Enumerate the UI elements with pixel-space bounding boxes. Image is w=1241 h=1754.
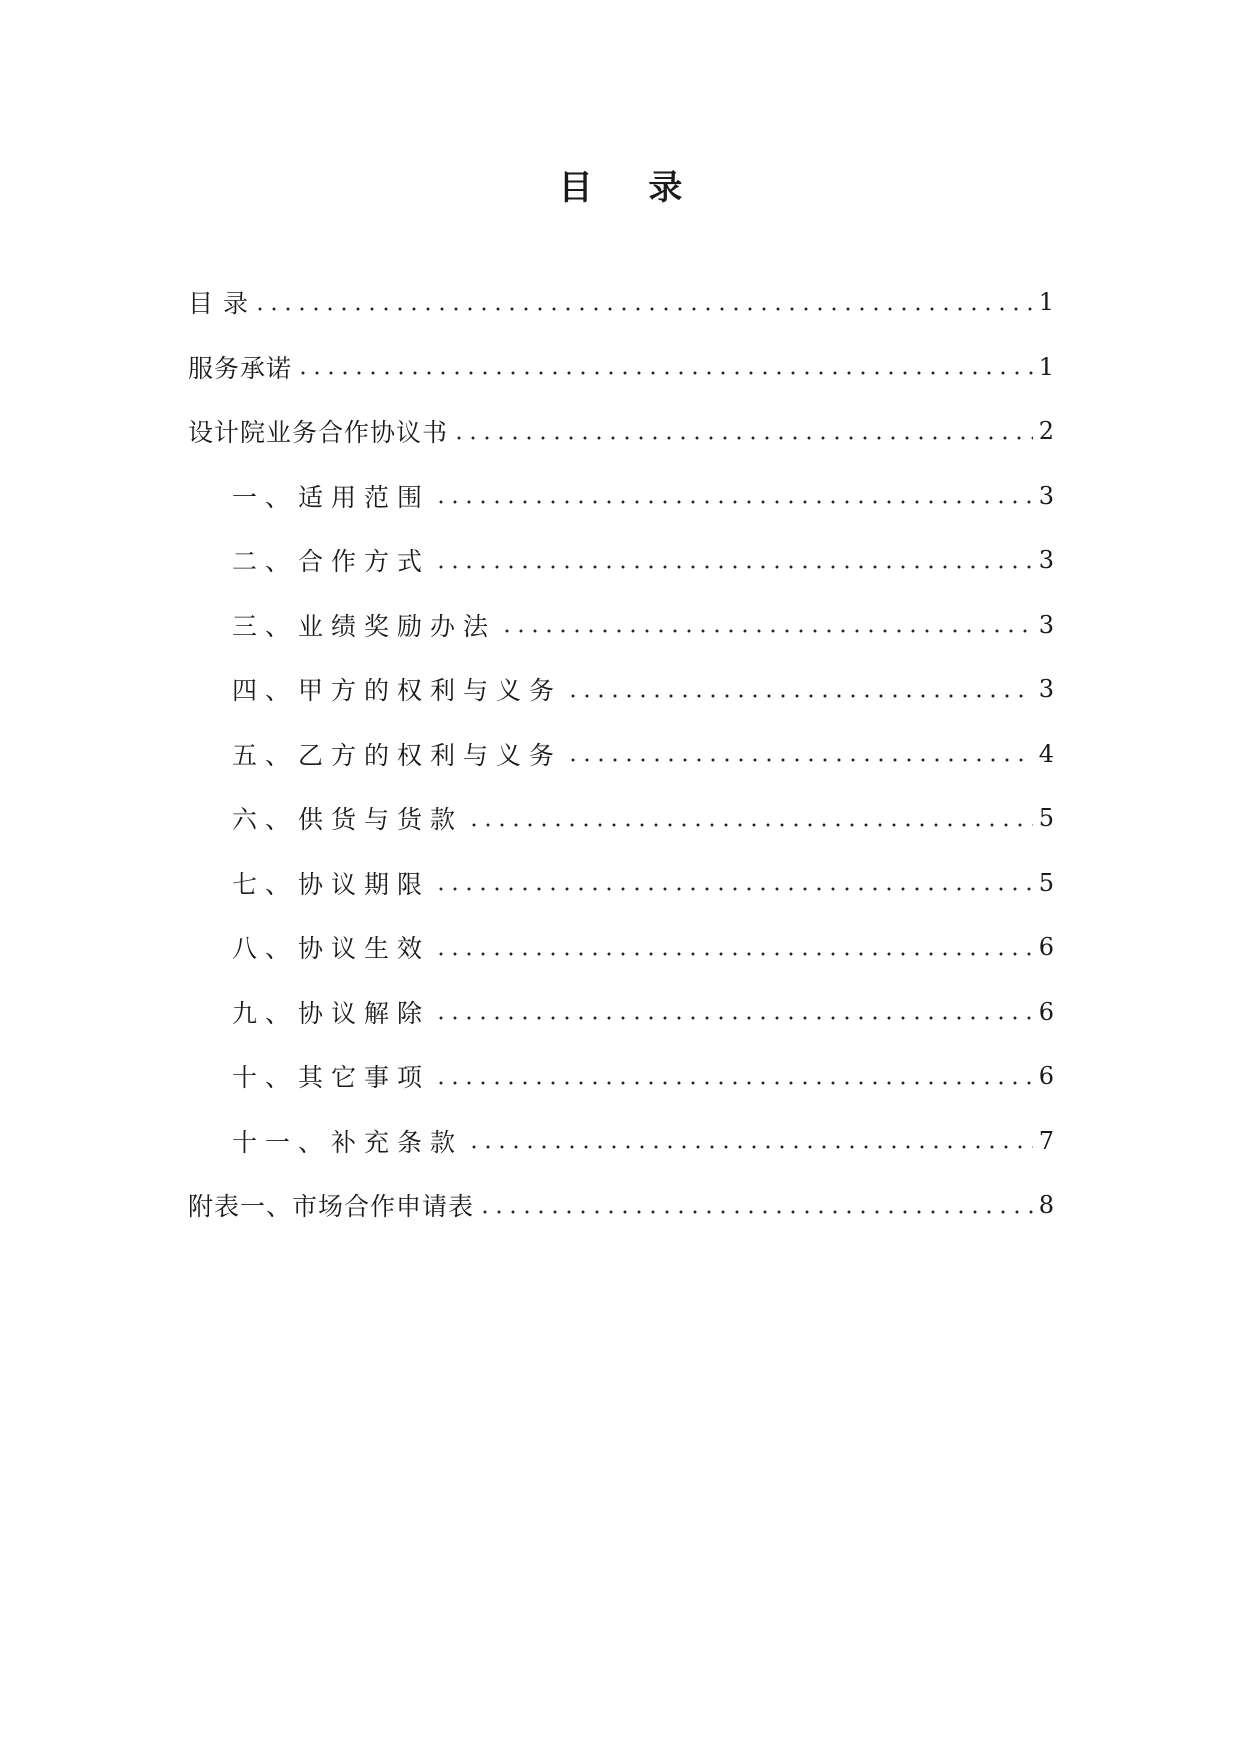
toc-entry-section-2[interactable] [188, 528, 1054, 593]
toc-entry-agreement[interactable] [188, 399, 1054, 464]
toc-entry-section-7[interactable] [188, 851, 1054, 916]
toc-leader-dots [434, 870, 1033, 895]
toc-leader-dots [434, 935, 1033, 960]
toc-entry-section-9[interactable] [188, 980, 1054, 1045]
toc-entry-service-commitment[interactable] [188, 335, 1054, 400]
toc-entry-page: 3 [1038, 675, 1054, 704]
toc-entry-page: 6 [1038, 997, 1054, 1026]
toc-entry-section-10[interactable] [188, 1044, 1054, 1109]
toc-entry-contents[interactable] [188, 270, 1054, 335]
toc-entry-page: 6 [1038, 1062, 1054, 1091]
toc-leader-dots [434, 548, 1033, 573]
toc-entry-label: 设计院业务合作协议书 [188, 418, 449, 448]
toc-leader-dots [467, 1128, 1033, 1153]
toc-leader-dots [566, 677, 1033, 702]
toc-entry-label: 七、协议期限 [232, 869, 431, 899]
toc-entry-label: 一、适用范围 [232, 482, 431, 512]
toc-entry-section-3[interactable] [188, 593, 1054, 658]
toc-leader-dots [467, 806, 1033, 831]
toc-entry-label: 四、甲方的权利与义务 [232, 676, 563, 706]
toc-entry-label: 九、协议解除 [232, 998, 431, 1028]
toc-entry-label: 十一、补充条款 [232, 1127, 464, 1157]
toc-entry-page: 3 [1038, 610, 1054, 639]
toc-leader-dots [566, 741, 1033, 766]
toc-entry-page: 1 [1038, 288, 1054, 317]
table-of-contents [188, 270, 1054, 1238]
toc-entry-section-11[interactable] [188, 1109, 1054, 1174]
toc-entry-label: 十、其它事项 [232, 1063, 431, 1093]
toc-entry-label: 目 录 [188, 289, 249, 319]
toc-entry-label: 六、供货与货款 [232, 805, 464, 835]
toc-entry-section-5[interactable] [188, 722, 1054, 787]
toc-entry-page: 3 [1038, 481, 1054, 510]
toc-entry-page: 4 [1038, 739, 1054, 768]
toc-leader-dots [452, 419, 1033, 444]
toc-entry-label: 八、协议生效 [232, 934, 431, 964]
toc-entry-label: 二、合作方式 [232, 547, 431, 577]
toc-entry-page: 5 [1038, 868, 1054, 897]
toc-entry-page: 8 [1038, 1191, 1054, 1220]
toc-leader-dots [434, 1064, 1033, 1089]
toc-entry-label: 三、业绩奖励办法 [232, 611, 497, 641]
toc-entry-page: 6 [1038, 933, 1054, 962]
toc-entry-label: 附表一、市场合作申请表 [188, 1192, 475, 1222]
toc-entry-page: 1 [1038, 352, 1054, 381]
toc-leader-dots [478, 1193, 1033, 1218]
toc-entry-page: 2 [1038, 417, 1054, 446]
toc-leader-dots [500, 612, 1033, 637]
toc-leader-dots [253, 290, 1033, 315]
toc-leader-dots [434, 483, 1033, 508]
toc-leader-dots [434, 999, 1033, 1024]
toc-entry-appendix-1[interactable] [188, 1173, 1054, 1238]
toc-entry-section-8[interactable] [188, 915, 1054, 980]
toc-entry-label: 五、乙方的权利与义务 [232, 740, 563, 770]
toc-entry-section-6[interactable] [188, 786, 1054, 851]
toc-entry-label: 服务承诺 [188, 353, 293, 383]
toc-entry-page: 5 [1038, 804, 1054, 833]
page-title: 目 录 [558, 168, 705, 208]
toc-entry-page: 3 [1038, 546, 1054, 575]
toc-entry-section-1[interactable] [188, 464, 1054, 529]
toc-entry-page: 7 [1038, 1126, 1054, 1155]
toc-leader-dots [296, 354, 1033, 379]
toc-entry-section-4[interactable] [188, 657, 1054, 722]
